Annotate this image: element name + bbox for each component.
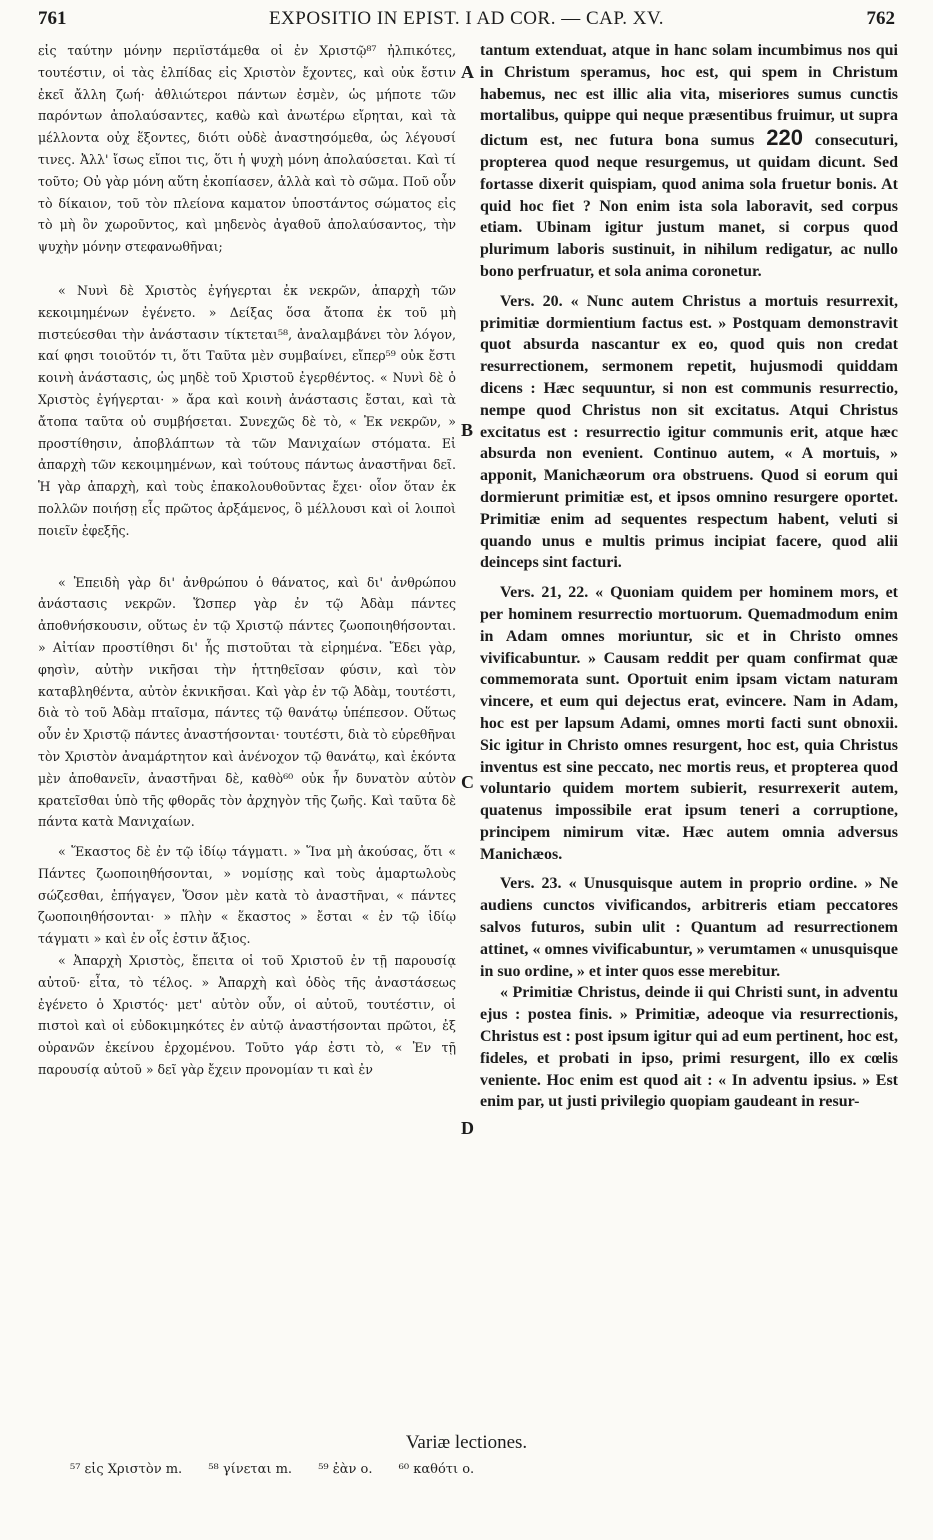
column-number: 220 [766, 125, 803, 151]
latin-column [480, 40, 898, 1113]
greek-paragraph-5: « Ἀπαρχὴ Χριστὸς, ἔπειτα οἱ τοῦ Χριστοῦ ἐν τῇ παρουσίᾳ αὐτοῦ· εἶτα, τὸ τέλος. » Ἀπαρχὴ καὶ ὁδὸς τῆς ἀναστάσεως ἐγένετο ὁ Χριστός· μετ' αὐτὸν οὖν, οἱ αὐτοῦ, τουτέστιν, οἱ πιστοὶ καὶ οἱ εὐδοκιμηκότες ἐν αὐτῷ ἀναστήσονται πρῶτοι, ἐξ οὐρανῶν ἐκείνου ἐρχομένου. Τοῦτο γάρ ἐστι τὸ, « Ἐν τῇ παρουσίᾳ αὐτοῦ » δεῖ γὰρ ἔχειν προνομίαν τι καὶ ἐν [38, 953, 456, 1078]
page-header [38, 8, 895, 40]
latin-paragraph-4: Vers. 23. « Unusquisque autem in proprio ordine. » Ne audiens cunctos vivificandos, arbitreris etiam peccatores salvos futuros, subin ulit : Quantum ad resurrectionem attinet, « omnes vivificabuntur, » verumtamen « unusquisque in suo ordine, » et inter quos esse merebitur. [480, 875, 898, 980]
page-number-left: 761 [38, 8, 67, 29]
variae-list [70, 1462, 890, 1477]
section-marker-b: B [461, 420, 474, 440]
greek-paragraph-4: « Ἕκαστος δὲ ἐν τῷ ἰδίῳ τάγματι. » Ἵνα μὴ ἀκούσας, ὅτι « Πάντες ζωοποιηθήσονται, » νομίσῃς καὶ τοὺς ἁμαρτωλοὺς σώζεσθαι, ἐπήγαγεν, Ὅσον μὲν κατὰ τὸ ἀναστῆναι, « πάντες ζωοποιηθήσονται· » πλὴν « ἕκαστος » ἔσται « ἐν τῷ ἰδίῳ τάγματι » καὶ ἐν οἷς ἐστιν ἄξιος. [38, 844, 456, 947]
running-title: EXPOSITIO IN EPIST. I AD COR. — CAP. XV. [268, 8, 665, 29]
page-number-right: 762 [866, 8, 895, 29]
latin-paragraph-3: Vers. 21, 22. « Quoniam quidem per hominem mors, et per hominem resurrectio mortuorum. Quemadmodum enim in Adam omnes moriuntur, sic et in Christo omnes vivificabuntur. » Causam reddit per quam confirmat quæ commemorata sunt. Oportuit enim ipsam victam naturam vincere, et eum qui dejectus erat, evincere. Nam in Adam, hoc est per lapsum Adami, omnes morti facti sunt obnoxii. Sic igitur in Christo omnes resurgent, hoc est, quia Christus inventus est sine peccato, nec mortis reus, et propterea quod voluntario quidem mortem subierit, resurrexerit autem, quatenus impossibile erat ipsum teneri a corruptione, principem nimirum vitæ. Hæc autem omnia adversus Manichæos. [480, 584, 898, 863]
variant-58: ⁵⁸ γίνεται m. [208, 1462, 293, 1477]
latin-paragraph-2: Vers. 20. « Nunc autem Christus a mortuis resurrexit, primitiæ dormientium factus est. » Postquam demonstravit quot absurda nascantur ex eo, quod quis non credat resurrectionem, sermonem repetit, hujusmodi quiddam dicens : Hæc sequuntur, si non est communis resurrectio, nempe quod Christus non sit excitatus. Atqui Christus excitatus est : resurrectio igitur communis erit, atque hæc absurda non evenient. Continuo autem, « A mortuis, » apponit, Manichæorum ora obstruens. Quod si eorum qui dormierunt primitiæ est, et ipsos omnino resurgere oportet. Primitiæ enim ad sequentes respectum habent, veluti si quando unus e multis primus incipiat facere, quod alii deinceps sint facturi. [480, 292, 898, 572]
variant-57: ⁵⁷ εἰς Χριστὸν m. [70, 1462, 183, 1477]
greek-paragraph-1: εἰς ταύτην μόνην περιϊστάμεθα οἱ ἐν Χριστῷ⁸⁷ ἠλπικότες, τουτέστιν, οἱ τὰς ἐλπίδας εἰς Χριστὸν ἔχοντες, καὶ οὐκ ἔστιν ἐκεῖ ἄλλη ζωή· ἀθλιώτεροι πάντων ἐσμὲν, ὡς μήποτε τῶν παρόντων ἀπολαύσαντες, καθὼ καὶ ἀνωτέρω εἴρηται, καὶ τὰ μέλλοντα οὐχ ἕξοντες, διότι οὐδὲ ἀναστησόμεθα, ὡς λέγουσί τινες. Ἀλλ' ἴσως εἴποι τις, ὅτι ἡ ψυχὴ μόνη ἀπολαύσεται. Καὶ τί τοῦτο; Οὐ γὰρ μόνη αὕτη ἐκοπίασεν, ἀλλὰ καὶ τὸ σῶμα. Ποῦ οὖν τὸ δίκαιον, τοῦ τὸν πλείονα καματον ὑποστάντος σώματος εἰς τὸ μὴ ὂν χωροῦντος, καὶ μηδενὸς ἀγαθοῦ ἀπολαύσαντος, τὴν ψυχὴν μόνην στεφανωθῆναι; [38, 43, 456, 255]
section-marker-a: A [461, 62, 474, 82]
greek-paragraph-2: « Νυνὶ δὲ Χριστὸς ἐγήγερται ἐκ νεκρῶν, ἀπαρχὴ τῶν κεκοιμημένων ἐγένετο. » Δείξας ὅσα ἄτοπα ἐκ τοῦ μὴ πιστεύεσθαι τὴν ἀνάστασιν τίκτεται⁵⁸, ἀναλαμβάνει τὸν λόγον, καί φησι τοιοῦτόν τι, ὅτι Ταῦτα μὲν συμβαίνει, εἴπερ⁵⁹ οὐκ ἔστι κοινὴ ἀνάστασις, ὡς μηδὲ τοῦ Χριστοῦ ἐγερθέντος. « Νυνὶ δὲ ὁ Χριστὸς ἐγήγερται· » ἄρα καὶ κοινὴ ἀνάστασις ἔσται, καὶ τὰ ἄτοπα ταῦτα οὐ συμβήσεται. Συνεχῶς δὲ τὸ, « Ἐκ νεκρῶν, » προστίθησιν, ἀποβλάπτων τὰ τῶν Μανιχαίων στόματα. Εἰ ἀπαρχὴ τῶν κεκοιμημένων, καὶ τούτους πάντως ἀναστῆναι δεῖ. Ἡ γὰρ ἀπαρχὴ, καὶ τοὺς ἐπακολουθοῦντας ἔχει· οἷον ὅταν ἐκ πολλῶν ποιήσῃ εἷς πρῶτος ἀρξάμενος, ὃ μέλλουσι καὶ οἱ λοιποὶ ποιεῖν ἐφεξῆς. [38, 282, 456, 538]
latin-paragraph-1 [480, 40, 898, 283]
section-marker-c: C [461, 772, 474, 792]
latin-paragraph-5: « Primitiæ Christus, deinde ii qui Christi sunt, in adventu ejus : postea finis. » Primitiæ, adeoque via resurrectionis, Christus est : post ipsum igitur qui ad eum pertinent, hoc est, fideles, et probati in ipso, primi resurgent, illo ex cœlis veniente. Hoc enim est quod ait : « In adventu ipsius. » Est enim par, ut justi privilegio quopiam gaudeant in resur- [480, 984, 898, 1111]
latin-paragraph-1a: tantum extenduat, atque in hanc solam incumbimus nos qui in Christum speramus, hoc est, qui spem in Christum habemus, nec est illic alia vita, miseriores sumus cunctis mortalibus, quippe qui neque præsentibus fruimur, ut supra dictum est, nec futura bona sumus [480, 42, 898, 150]
variant-59: ⁵⁹ ἐὰν ο. [318, 1462, 373, 1477]
greek-paragraph-3: « Ἐπειδὴ γὰρ δι' ἀνθρώπου ὁ θάνατος, καὶ δι' ἀνθρώπου ἀνάστασις νεκρῶν. Ὥσπερ γὰρ ἐν τῷ Ἀδὰμ πάντες ἀποθνήσκουσιν, οὕτως ἐν τῷ Χριστῷ πάντες ζωοποιηθήσονται. » Αἰτίαν προστίθησι δι' ἧς πιστοῦται τὰ εἰρημένα. Ἔδει γὰρ, φησὶν, αὐτὴν νικῆσαι τὴν ἡττηθεῖσαν φύσιν, καὶ τὸν καταβληθέντα, αὐτὸν ἐκνικῆσαι. Καὶ γὰρ ἐν τῷ Ἀδὰμ, τουτέστι, διὰ τὸ τοῦ Ἀδὰμ πταῖσμα, πάντες τῷ θανάτῳ ὑπέπεσον. Οὕτως οὖν ἐν Χριστῷ πάντες ἀναστήσονται· τουτέστι, διὰ τὸ εὑρεθῆναι τὸν Χριστὸν ἀναμάρτητον καὶ ἀνένοχον τῷ θανάτῳ, καὶ ἑκόντα μὲν ἀποθανεῖν, ἀναστῆναι δὲ, καθὸ⁶⁰ οὐκ ἦν δυνατὸν αὐτὸν κρατεῖσθαι ὑπὸ τῆς φθορᾶς τὸν ἀρχηγὸν τῆς ζωῆς. Καὶ ταῦτα δὲ πάντα κατὰ Μανιχαίων. [38, 574, 456, 830]
section-marker-d: D [461, 1118, 474, 1138]
latin-paragraph-1b: consecuturi, propterea quod neque resurgemus, ut quidam dicunt. Sed fortasse dixerit quispiam, quod anima sola fruetur bonis. At quid hoc fiet ? Non enim ista sola laboravit, sed corpus etiam. Ubinam igitur justum manet, si corpus quod plurimum laboris sustinuit, in nihilum redigatur, ac nullo bono perfruatur, et sola anima coronetur. [480, 132, 899, 280]
variae-heading: Variæ lectiones. [405, 1432, 528, 1453]
greek-column [38, 40, 456, 1081]
variant-60: ⁶⁰ καθότι ο. [398, 1462, 475, 1477]
